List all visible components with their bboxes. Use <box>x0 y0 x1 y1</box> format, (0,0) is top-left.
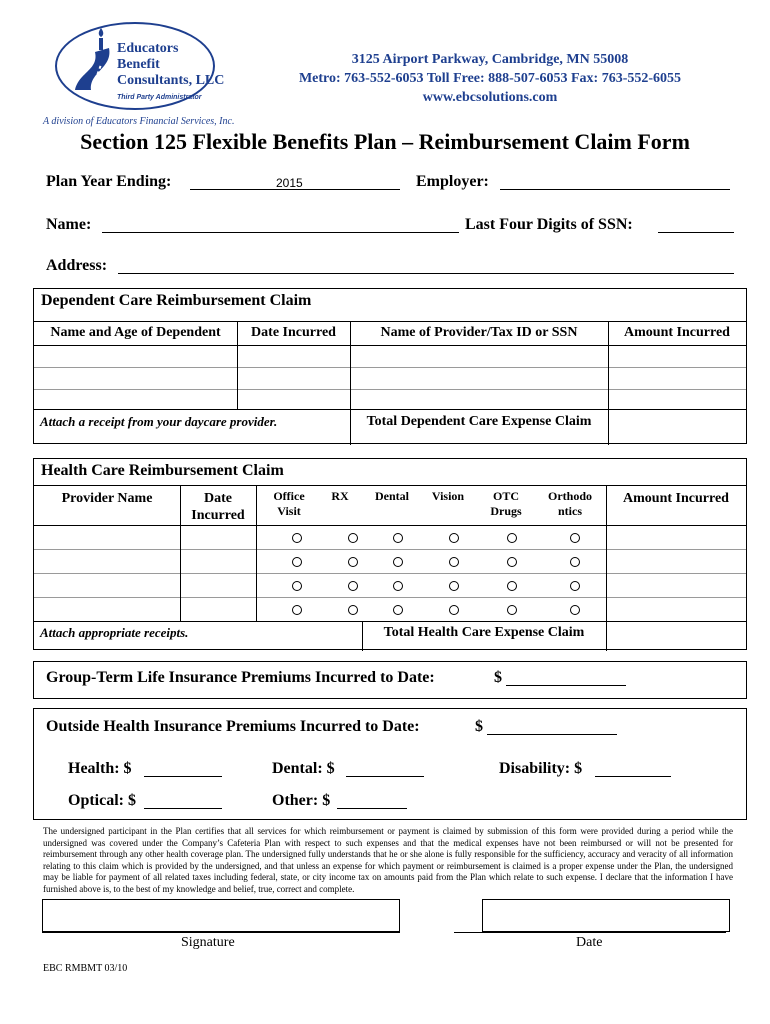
health-label: Health: $ <box>68 760 132 777</box>
logo-line-2: Benefit <box>117 57 160 72</box>
radio-otc-row2[interactable] <box>507 557 517 567</box>
col-office-visit-2: Visit <box>277 504 301 518</box>
col-provider: Name of Provider/Tax ID or SSN <box>380 325 578 340</box>
col-dental: Dental <box>375 489 409 503</box>
radio-dental-row4[interactable] <box>393 605 403 615</box>
radio-vision-row2[interactable] <box>449 557 459 567</box>
address-label: Address: <box>46 257 108 274</box>
health-care-title: Health Care Reimbursement Claim <box>41 462 284 479</box>
outside-health-dollar: $ <box>475 718 483 735</box>
company-logo <box>55 22 225 110</box>
disability-amount-field[interactable] <box>595 761 671 777</box>
radio-otc-row3[interactable] <box>507 581 517 591</box>
outside-health-amount-field[interactable] <box>487 719 617 735</box>
outside-health-section <box>33 708 747 820</box>
col-office-visit-1: Office <box>273 489 305 503</box>
radio-vision-row4[interactable] <box>449 605 459 615</box>
employer-label: Employer: <box>416 173 489 190</box>
outside-health-label: Outside Health Insurance Premiums Incurred to Date: <box>46 718 420 735</box>
radio-dental-row2[interactable] <box>393 557 403 567</box>
logo-line-1: Educators <box>117 41 179 56</box>
dental-amount-field[interactable] <box>346 761 424 777</box>
dependent-care-title: Dependent Care Reimbursement Claim <box>41 292 312 309</box>
radio-rx-row4[interactable] <box>348 605 358 615</box>
hc-receipt-note: Attach appropriate receipts. <box>40 625 189 640</box>
col-rx: RX <box>331 489 349 503</box>
ssn-label: Last Four Digits of SSN: <box>465 216 633 233</box>
radio-rx-row3[interactable] <box>348 581 358 591</box>
col-date-incurred: Date Incurred <box>251 325 336 340</box>
dental-label: Dental: $ <box>272 760 335 777</box>
logo-line-3: Consultants, LLC <box>117 73 225 88</box>
radio-office-visit-row1[interactable] <box>292 533 302 543</box>
radio-office-visit-row3[interactable] <box>292 581 302 591</box>
radio-vision-row1[interactable] <box>449 533 459 543</box>
dep-row-1-name[interactable] <box>35 346 236 367</box>
company-website[interactable]: www.ebcsolutions.com <box>422 90 558 105</box>
name-field[interactable] <box>102 217 459 233</box>
dep-receipt-note: Attach a receipt from your daycare provider. <box>40 414 278 429</box>
radio-ortho-row3[interactable] <box>570 581 580 591</box>
col-provider-name: Provider Name <box>61 491 153 506</box>
dep-row-1-date[interactable] <box>238 346 349 367</box>
col-date-label-1: Date <box>204 491 232 506</box>
date-field[interactable] <box>482 899 730 932</box>
radio-rx-row1[interactable] <box>348 533 358 543</box>
col-amount: Amount Incurred <box>624 325 730 340</box>
form-title: Section 125 Flexible Benefits Plan – Reimbursement Claim Form <box>80 129 690 154</box>
plan-year-value: 2015 <box>276 176 303 190</box>
radio-vision-row3[interactable] <box>449 581 459 591</box>
dep-total-label: Total Dependent Care Expense Claim <box>366 414 592 429</box>
hc-total-amount[interactable] <box>607 622 746 650</box>
col-otc-1: OTC <box>492 489 519 503</box>
company-phones: Metro: 763-552-6053 Toll Free: 888-507-6053 Fax: 763-552-6055 <box>298 71 682 86</box>
other-label: Other: $ <box>272 792 331 809</box>
radio-ortho-row1[interactable] <box>570 533 580 543</box>
col-otc-2: Drugs <box>490 504 522 518</box>
torch-icon <box>95 28 107 50</box>
optical-amount-field[interactable] <box>144 793 222 809</box>
radio-office-visit-row2[interactable] <box>292 557 302 567</box>
col-ortho-2: ntics <box>558 504 582 518</box>
date-line <box>454 932 726 933</box>
health-care-section <box>33 458 747 650</box>
form-code: EBC RMBMT 03/10 <box>43 963 128 974</box>
ssn-field[interactable] <box>658 217 734 233</box>
name-label: Name: <box>46 216 92 233</box>
division-text: A division of Educators Financial Services, Inc. <box>43 116 235 127</box>
plan-year-label: Plan Year Ending: <box>46 173 172 190</box>
company-address: 3125 Airport Parkway, Cambridge, MN 55008 <box>351 52 629 67</box>
dep-row-1-amount[interactable] <box>609 346 746 367</box>
signature-field[interactable] <box>42 899 400 932</box>
radio-dental-row3[interactable] <box>393 581 403 591</box>
logo-tagline: Third Party Administrator <box>117 94 202 101</box>
group-term-label: Group-Term Life Insurance Premiums Incurred to Date: <box>46 669 435 686</box>
dep-total-amount[interactable] <box>609 410 746 444</box>
radio-ortho-row2[interactable] <box>570 557 580 567</box>
employer-field[interactable] <box>500 174 730 190</box>
health-amount-field[interactable] <box>144 761 222 777</box>
radio-dental-row1[interactable] <box>393 533 403 543</box>
optical-label: Optical: $ <box>68 792 136 809</box>
other-amount-field[interactable] <box>337 793 407 809</box>
address-field[interactable] <box>118 258 734 274</box>
dependent-care-section <box>33 288 747 444</box>
disability-label: Disability: $ <box>499 760 583 777</box>
certification-text: The undersigned participant in the Plan certifies that all services for which reimbursement or payment is claimed by submission of this form were provided during a period while the undersigned was covered under the Company’s Cafeteria Plan with respect to such expenses and that the medical expenses have not been reimbursed or will not be presented for reimbursement through any other health coverage plan. The undersigned fully understands that he or she alone is fully responsible for the sufficiency, accuracy and veracity of all information relating to this claim which is provided by the undersigned, and that unless an expense for which payment or reimbursement is claimed is a proper expense under the Plan, the undersigned may be liable for payment of all related taxes including federal, state, or city income tax on amounts paid from the Plan which relate to such expense. I declare that the information I have furnished above is, to the best of my knowledge and belief, true, correct and complete. <box>43 826 733 894</box>
radio-rx-row2[interactable] <box>348 557 358 567</box>
group-term-dollar: $ <box>494 669 502 686</box>
col-ortho-1: Orthodo <box>547 489 592 503</box>
dep-row-1-provider[interactable] <box>351 346 607 367</box>
col-vision: Vision <box>431 489 465 503</box>
col-dependent-name: Name and Age of Dependent <box>50 325 221 340</box>
group-term-amount-field[interactable] <box>506 670 626 686</box>
road-swoosh-icon <box>69 42 119 94</box>
radio-office-visit-row4[interactable] <box>292 605 302 615</box>
date-label: Date <box>576 935 603 950</box>
radio-ortho-row4[interactable] <box>570 605 580 615</box>
radio-otc-row4[interactable] <box>507 605 517 615</box>
signature-label: Signature <box>181 935 235 950</box>
hc-total-label: Total Health Care Expense Claim <box>383 625 585 640</box>
signature-line <box>42 932 400 933</box>
col-date-label-2: Incurred <box>191 508 245 523</box>
group-term-section <box>33 661 747 699</box>
radio-otc-row1[interactable] <box>507 533 517 543</box>
col-hc-amount: Amount Incurred <box>623 491 729 506</box>
